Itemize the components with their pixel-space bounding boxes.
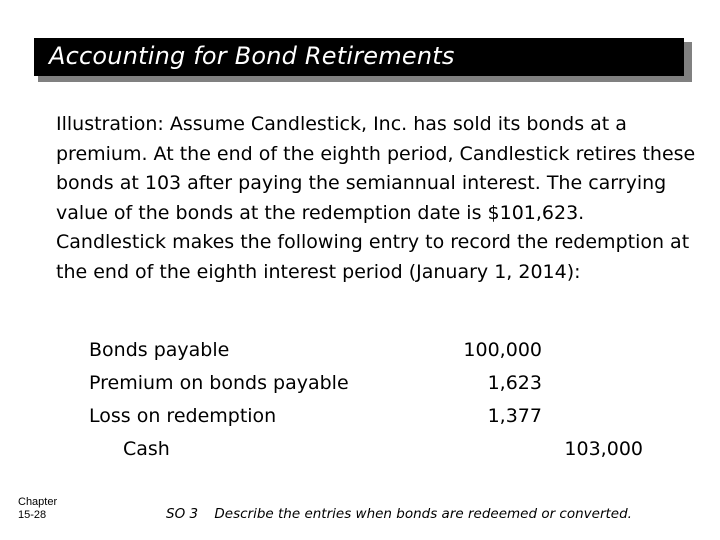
study-objective	[166, 506, 632, 522]
entry-account-cash: Cash	[123, 438, 170, 460]
entry-debit-premium: 1,623	[487, 372, 542, 394]
chapter-reference	[18, 496, 57, 522]
entry-account-premium: Premium on bonds payable	[89, 372, 349, 394]
illustration-lead-in: Illustration:	[56, 113, 164, 135]
illustration-paragraph	[56, 110, 696, 287]
entry-credit-cash: 103,000	[564, 438, 643, 460]
illustration-text: Assume Candlestick, Inc. has sold its bonds at a premium. At the end of the eighth period, Candlestick retires these bonds at 103 after paying the semiannual interest. The carrying value of the bonds at the redemption date is $101,623. Candlestick makes the following entry to record the redemption at the end of the eighth interest period (January 1, 2014):	[56, 113, 696, 283]
entry-debit-loss: 1,377	[487, 405, 542, 427]
entry-account-bonds-payable: Bonds payable	[89, 339, 230, 361]
page-reference: 15-28	[18, 509, 47, 521]
entry-debit-bonds-payable: 100,000	[463, 339, 542, 361]
title-bar	[34, 38, 684, 76]
slide-title: Accounting for Bond Retirements	[49, 42, 455, 70]
study-objective-text: Describe the entries when bonds are redeemed or converted.	[214, 506, 632, 522]
entry-account-loss: Loss on redemption	[89, 405, 277, 427]
chapter-label: Chapter	[18, 496, 58, 508]
study-objective-number: SO 3	[166, 506, 199, 522]
